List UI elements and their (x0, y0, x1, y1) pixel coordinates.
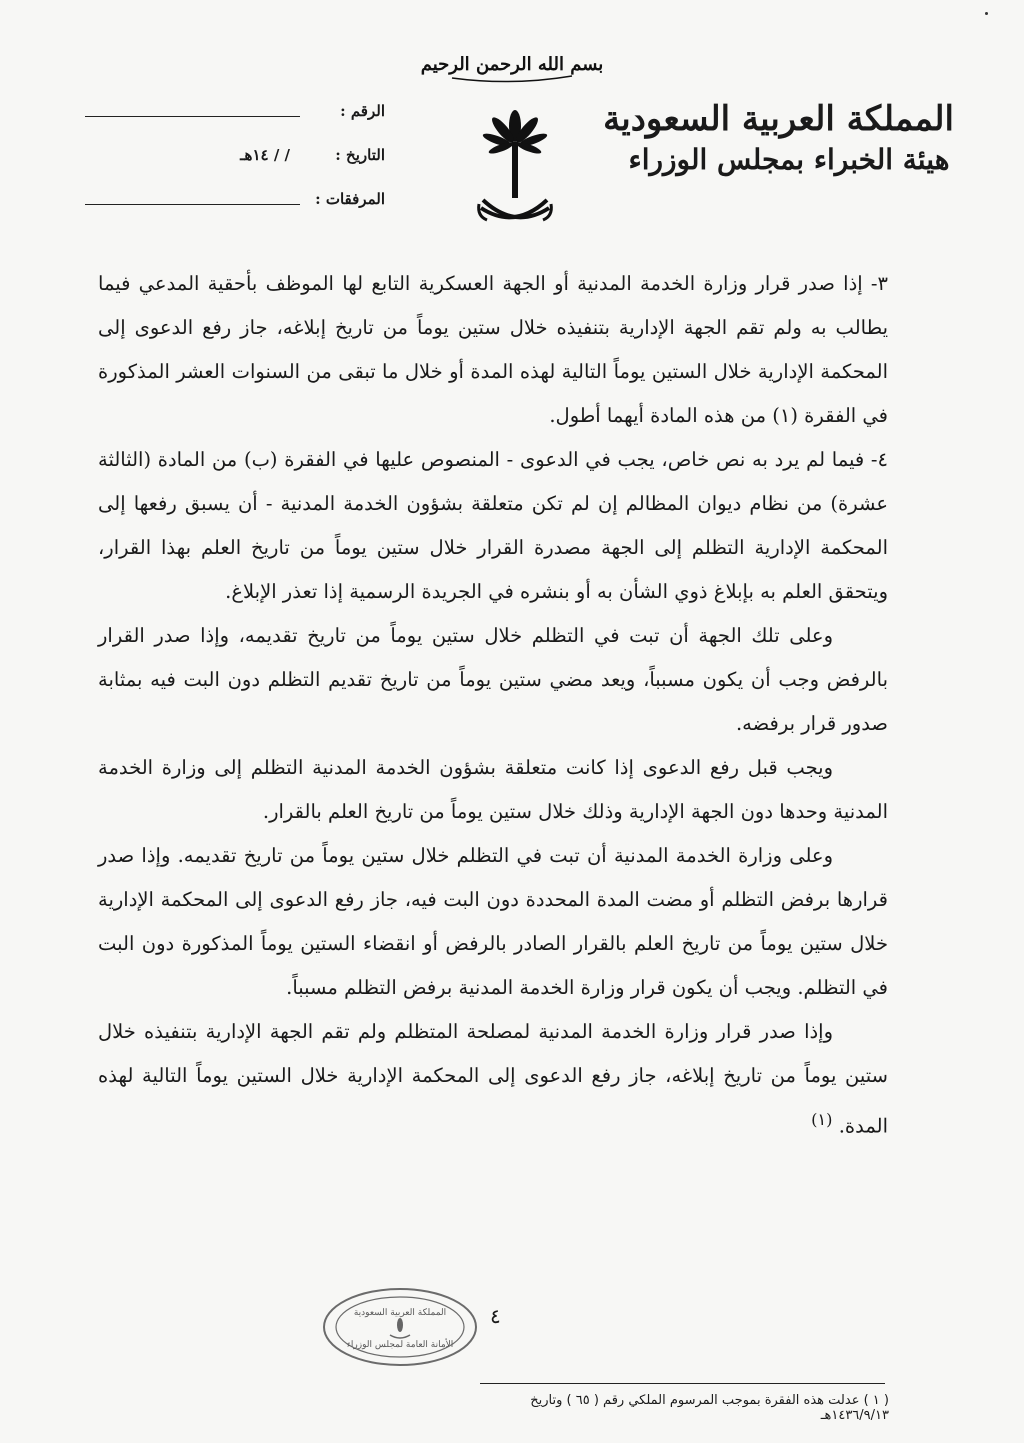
ref-number-label: الرقم : (340, 102, 385, 120)
official-stamp (320, 1285, 480, 1370)
scan-speck (985, 12, 988, 15)
stamp-line-1: المملكة العربية السعودية (353, 1308, 447, 1318)
paragraph-8-text: وإذا صدر قرار وزارة الخدمة المدنية لمصلحة المتظلم ولم تقم الجهة الإدارية بتنفيذه خلال ستين يوماً من تاريخ إبلاغه، جاز رفع الدعوى إلى المحكمة الإدارية خلال الستين يوماً التالية لهذه المدة. (98, 1020, 888, 1138)
date-label: التاريخ : (335, 146, 385, 164)
document-body (98, 262, 888, 1149)
ref-number-row (85, 100, 385, 144)
attachments-label: المرفقات : (315, 190, 385, 208)
kingdom-name: المملكة العربية السعودية (603, 99, 954, 139)
attachments-row (85, 188, 385, 232)
date-template: / / ١٤هـ (240, 146, 290, 164)
organization-header (603, 98, 954, 180)
paragraph-3: ٣- إذا صدر قرار وزارة الخدمة المدنية أو الجهة العسكرية التابع لها الموظف بأحقية المدعي فيما يطالب به ولم تقم الجهة الإدارية بتنفيذه خلال ستين يوماً من تاريخ إبلاغه، جاز رفع الدعوى إلى المحكمة الإدارية خلال الستين يوماً التالية لهذه المدة أو خلال ما تبقى من السنوات العشر المذكورة في الفقرة (١) من هذه المادة أيهما أطول. (98, 272, 888, 427)
basmala-calligraphy (420, 40, 604, 88)
saudi-emblem-icon (475, 104, 555, 244)
paragraph-4: ٤- فيما لم يرد به نص خاص، يجب في الدعوى - المنصوص عليها في الفقرة (ب) من المادة (الثالثة عشرة) من نظام ديوان المظالم إن لم تكن متعلقة بشؤون الخدمة المدنية - أن يسبق رفعها إلى المحكمة الإدارية التظلم إلى الجهة مصدرة القرار خلال ستين يوماً من تاريخ العلم بهذا القرار، ويتحقق العلم به بإبلاغ ذوي الشأن به أو بنشره في الجريدة الرسمية إذا تعذر الإبلاغ. (98, 448, 888, 603)
paragraph-7: وعلى وزارة الخدمة المدنية أن تبت في التظلم خلال ستين يوماً من تاريخ تقديمه. وإذا صدر قرارها برفض التظلم أو مضت المدة المحددة دون البت فيه، جاز رفع الدعوى إلى المحكمة الإدارية خلال ستين يوماً من تاريخ العلم بالقرار الصادر بالرفض أو انقضاء الستين يوماً المذكورة دون البت في التظلم. ويجب أن يكون قرار وزارة الخدمة المدنية برفض التظلم مسبباً. (98, 844, 888, 999)
reference-fields (85, 100, 385, 232)
page-number: ٤ (490, 1304, 501, 1328)
paragraph-5: وعلى تلك الجهة أن تبت في التظلم خلال ستين يوماً من تاريخ تقديمه، وإذا صدر القرار بالرفض وجب أن يكون مسبباً، ويعد مضي ستين يوماً من تاريخ تقديم التظلم دون البت فيه بمثابة صدور قرار برفضه. (98, 624, 888, 735)
paragraph-6: ويجب قبل رفع الدعوى إذا كانت متعلقة بشؤون الخدمة المدنية التظلم إلى وزارة الخدمة المدنية وحدها دون الجهة الإدارية وذلك خلال ستين يوماً من تاريخ العلم بالقرار. (98, 756, 888, 823)
authority-name: هيئة الخبراء بمجلس الوزراء (628, 143, 950, 176)
footnote: ( ١ ) عدلت هذه الفقرة بموجب المرسوم الملكي رقم ( ٦٥ ) وتاريخ ١٤٣٦/٩/١٣هـ (530, 1393, 889, 1423)
footnote-reference: (١) (811, 1110, 833, 1129)
paragraph-8 (98, 1010, 888, 1149)
ref-number-line (85, 116, 300, 117)
attachments-line (85, 204, 300, 205)
basmala-text: بسم الله الرحمن الرحيم (420, 54, 604, 75)
stamp-line-2: الأمانة العامة لمجلس الوزراء (346, 1340, 454, 1350)
basmala (420, 40, 604, 88)
footnote-divider (480, 1383, 885, 1384)
date-row (85, 144, 385, 188)
